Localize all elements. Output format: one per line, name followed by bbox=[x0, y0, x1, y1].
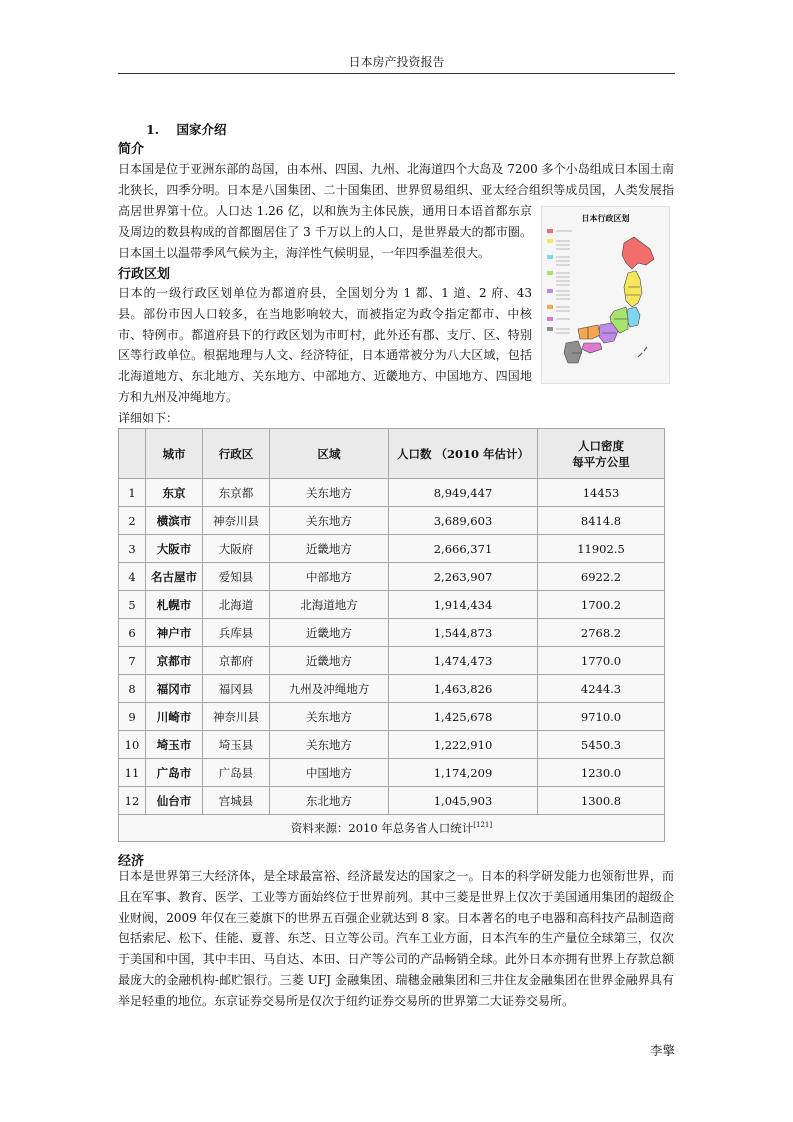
cell-city: 札幌市 bbox=[146, 591, 203, 619]
cell-city: 神户市 bbox=[146, 619, 203, 647]
table-row bbox=[119, 535, 665, 563]
cell-rank: 7 bbox=[119, 647, 146, 675]
cell-admin: 兵库县 bbox=[203, 619, 270, 647]
map-title: 日本行政区划 bbox=[581, 214, 630, 223]
cell-rank: 11 bbox=[119, 759, 146, 787]
cell-population: 1,174,209 bbox=[389, 759, 538, 787]
table-row bbox=[119, 507, 665, 535]
table-row bbox=[119, 479, 665, 507]
cell-rank: 3 bbox=[119, 535, 146, 563]
cell-region: 关东地方 bbox=[270, 507, 389, 535]
table-row bbox=[119, 787, 665, 815]
legend-swatch-kinki bbox=[547, 289, 553, 293]
cell-region: 中部地方 bbox=[270, 563, 389, 591]
cell-density: 5450.3 bbox=[538, 731, 665, 759]
intro-text-narrow: 高居世界第十位。人口达 1.26 亿，以和族为主体民族，通用日本语首都东京及周边的数县构成的首都圈居住了 3 千万以上的人口，是世界最大的都市圈。日本国土以温带季风气候为主，海洋性气候明显，一年四季温差很大。 bbox=[118, 204, 532, 260]
section-title: 1. 国家介绍 bbox=[146, 122, 227, 137]
cell-region: 东北地方 bbox=[270, 787, 389, 815]
admin-heading: 行政区划 bbox=[118, 267, 171, 282]
cell-rank: 6 bbox=[119, 619, 146, 647]
cell-admin: 东京都 bbox=[203, 479, 270, 507]
col-header-population: 人口数 （2010 年估计） bbox=[389, 429, 538, 479]
table-source-row bbox=[119, 815, 665, 842]
cell-population: 1,544,873 bbox=[389, 619, 538, 647]
region-hokkaido bbox=[622, 237, 654, 269]
map-legend bbox=[547, 229, 553, 331]
header-rule bbox=[118, 73, 675, 74]
cell-population: 1,045,903 bbox=[389, 787, 538, 815]
legend-swatch-shikoku bbox=[547, 317, 553, 321]
legend-swatch-chubu bbox=[547, 271, 553, 275]
cell-rank: 4 bbox=[119, 563, 146, 591]
cell-population: 1,463,826 bbox=[389, 675, 538, 703]
cell-density: 9710.0 bbox=[538, 703, 665, 731]
col-header-rank bbox=[119, 429, 146, 479]
table-row bbox=[119, 647, 665, 675]
legend-lines bbox=[556, 231, 572, 333]
author-name: 李擎 bbox=[650, 1043, 676, 1058]
cell-city: 横滨市 bbox=[146, 507, 203, 535]
cell-region: 北海道地方 bbox=[270, 591, 389, 619]
cell-city: 东京 bbox=[146, 479, 203, 507]
cell-population: 1,914,434 bbox=[389, 591, 538, 619]
cell-density: 1230.0 bbox=[538, 759, 665, 787]
cell-rank: 12 bbox=[119, 787, 146, 815]
cell-admin: 广岛县 bbox=[203, 759, 270, 787]
table-header-row bbox=[119, 429, 665, 479]
col-header-region: 区域 bbox=[270, 429, 389, 479]
cell-admin: 神奈川县 bbox=[203, 507, 270, 535]
cell-rank: 9 bbox=[119, 703, 146, 731]
table-row bbox=[119, 591, 665, 619]
cell-density: 4244.3 bbox=[538, 675, 665, 703]
cell-region: 关东地方 bbox=[270, 479, 389, 507]
cell-density: 11902.5 bbox=[538, 535, 665, 563]
cell-admin: 埼玉县 bbox=[203, 731, 270, 759]
cell-density: 1300.8 bbox=[538, 787, 665, 815]
region-shikoku bbox=[582, 343, 602, 353]
cell-city: 仙台市 bbox=[146, 787, 203, 815]
economy-heading: 经济 bbox=[118, 854, 145, 869]
cell-population: 2,666,371 bbox=[389, 535, 538, 563]
col-header-density-line2: 每平方公里 bbox=[572, 454, 630, 469]
cell-population: 1,425,678 bbox=[389, 703, 538, 731]
cell-population: 1,474,473 bbox=[389, 647, 538, 675]
cell-region: 近畿地方 bbox=[270, 619, 389, 647]
table-row bbox=[119, 675, 665, 703]
cell-rank: 8 bbox=[119, 675, 146, 703]
cell-admin: 爱知县 bbox=[203, 563, 270, 591]
cell-population: 1,222,910 bbox=[389, 731, 538, 759]
region-kyushu bbox=[564, 341, 582, 363]
cell-population: 8,949,447 bbox=[389, 479, 538, 507]
cell-density: 6922.2 bbox=[538, 563, 665, 591]
legend-swatch-hokkaido bbox=[547, 229, 553, 233]
table-row bbox=[119, 759, 665, 787]
cell-region: 近畿地方 bbox=[270, 535, 389, 563]
cell-region: 九州及冲绳地方 bbox=[270, 675, 389, 703]
cell-admin: 北海道 bbox=[203, 591, 270, 619]
region-tohoku bbox=[624, 271, 642, 307]
japan-map-graphic bbox=[542, 207, 669, 383]
legend-swatch-kanto bbox=[547, 255, 553, 259]
cell-city: 川崎市 bbox=[146, 703, 203, 731]
table-row bbox=[119, 731, 665, 759]
economy-text: 日本是世界第三大经济体，是全球最富裕、经济最发达的国家之一。日本的科学研发能力也领衔世界，而且在军事、教育、医学、工业等方面始终位于世界前列。其中三菱是世界上仅次于美国通用集团的超级企业财阀，2009 年仅在三菱旗下的世界五百强企业就达到 8 家。日本著名的电子电器和高科技产品制造商包括索尼、松下、佳能、夏普、东芝、日立等公司。汽车工业方面，日本汽车的生产量位全球第三，仅次于美国和中国，其中丰田、马自达、本田、日产等公司的产品畅销全球。此外日本亦拥有世界上存款总额最庞大的金融机构-邮贮银行。三菱 UFJ 金融集团、瑞穗金融集团和三井住友金融集团在世界金融界具有举足轻重的地位。东京证券交易所是仅次于纽约证券交易所的世界第二大证券交易所。 bbox=[118, 869, 674, 1008]
col-header-city: 城市 bbox=[146, 429, 203, 479]
cell-admin: 福冈县 bbox=[203, 675, 270, 703]
table-source-ref: [121] bbox=[473, 821, 493, 830]
cell-population: 2,263,907 bbox=[389, 563, 538, 591]
legend-swatch-kyushu bbox=[547, 327, 553, 331]
cell-region: 近畿地方 bbox=[270, 647, 389, 675]
cell-rank: 1 bbox=[119, 479, 146, 507]
legend-swatch-chugoku bbox=[547, 305, 553, 309]
cell-population: 3,689,603 bbox=[389, 507, 538, 535]
table-row bbox=[119, 703, 665, 731]
cell-density: 1770.0 bbox=[538, 647, 665, 675]
page-header-title: 日本房产投资报告 bbox=[348, 55, 445, 69]
cell-city: 埼玉市 bbox=[146, 731, 203, 759]
col-header-density bbox=[538, 429, 665, 479]
cell-density: 1700.2 bbox=[538, 591, 665, 619]
col-header-density-line1: 人口密度 bbox=[578, 438, 624, 453]
region-chugoku bbox=[578, 325, 600, 339]
cell-density: 2768.2 bbox=[538, 619, 665, 647]
cell-density: 14453 bbox=[538, 479, 665, 507]
cell-admin: 京都府 bbox=[203, 647, 270, 675]
cell-city: 福冈市 bbox=[146, 675, 203, 703]
cell-city: 名古屋市 bbox=[146, 563, 203, 591]
intro-text-wide: 日本国是位于亚洲东部的岛国，由本州、四国、九州、北海道四个大岛及 7200 多个小岛组成日本国土南北狭长，四季分明。日本是八国集团、二十国集团、世界贸易组织、亚太经合组织等成员国，人类发展指 bbox=[118, 162, 674, 197]
cell-city: 京都市 bbox=[146, 647, 203, 675]
intro-heading: 简介 bbox=[118, 142, 145, 157]
table-source-text: 资料来源：2010 年总务省人口统计 bbox=[290, 821, 474, 835]
cell-city: 大阪市 bbox=[146, 535, 203, 563]
table-row bbox=[119, 563, 665, 591]
cell-rank: 2 bbox=[119, 507, 146, 535]
table-source-cell bbox=[119, 815, 665, 842]
cell-rank: 10 bbox=[119, 731, 146, 759]
cell-region: 关东地方 bbox=[270, 731, 389, 759]
cell-admin: 神奈川县 bbox=[203, 703, 270, 731]
cell-region: 中国地方 bbox=[270, 759, 389, 787]
cell-admin: 宫城县 bbox=[203, 787, 270, 815]
table-row bbox=[119, 619, 665, 647]
cell-density: 8414.8 bbox=[538, 507, 665, 535]
region-okinawa bbox=[638, 347, 647, 357]
col-header-admin: 行政区 bbox=[203, 429, 270, 479]
cell-admin: 大阪府 bbox=[203, 535, 270, 563]
japan-admin-map bbox=[541, 206, 670, 384]
cell-rank: 5 bbox=[119, 591, 146, 619]
cell-city: 广岛市 bbox=[146, 759, 203, 787]
detail-label: 详细如下： bbox=[118, 411, 179, 425]
city-population-table bbox=[118, 428, 665, 842]
admin-text: 日本的一级行政区划单位为都道府县，全国划分为 1 都、1 道、2 府、43 县。部份市因人口较多，在当地影响较大，而被指定为政令指定都市、中核市、特例市。都道府县下的行政区划为市町村，此外还有郡、支厅、区、特别区等行政单位。根据地理与人文、经济特征，日本通常被分为八大区域，包括北海道地方、东北地方、关东地方、中部地方、近畿地方、中国地方、四国地方和九州及冲绳地方。 bbox=[118, 286, 532, 404]
legend-swatch-tohoku bbox=[547, 239, 553, 243]
cell-region: 关东地方 bbox=[270, 703, 389, 731]
